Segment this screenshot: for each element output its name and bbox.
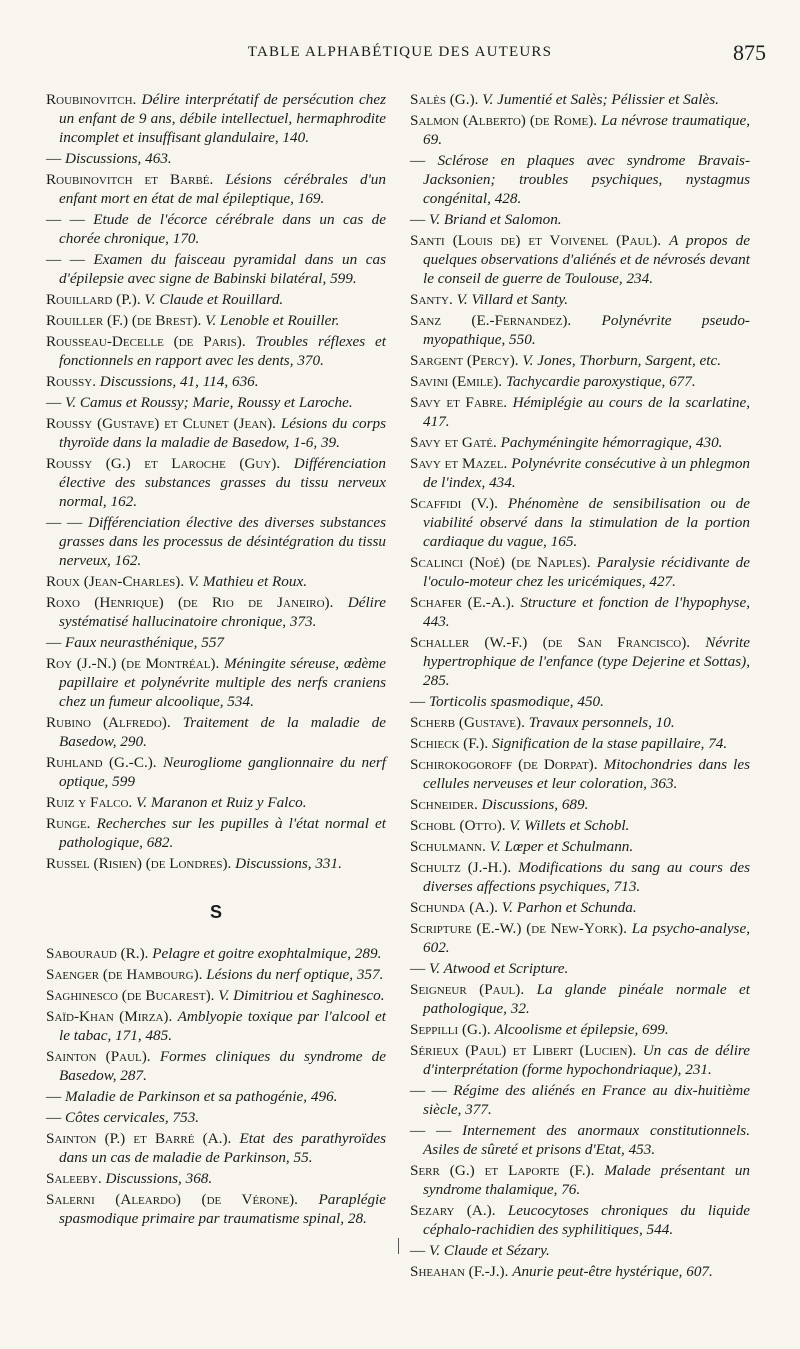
entry-text: V. Jumentié et Salès; Pélissier et Salès. (482, 91, 719, 108)
entry-text: Examen du faisceau pyramidal dans un cas d'épilepsie avec signe de Babinski bilatéral, 599. (59, 251, 386, 287)
entry-author: Roussy (Gustave) et Clunet (Jean). (46, 415, 276, 432)
entry-text: V. Claude et Rouillard. (144, 291, 284, 308)
entry-author: Rouiller (F.) (de Brest). (46, 312, 202, 329)
index-entry (46, 414, 386, 452)
entry-text: Alcoolisme et épilepsie, 699. (494, 1021, 669, 1038)
entry-text: V. Jones, Thorburn, Sargent, etc. (522, 352, 722, 369)
entry-text: Névrite hypertrophique de l'enfance (type Dejerine et Sottas), 285. (423, 634, 750, 689)
index-entry (410, 633, 750, 690)
index-entry (410, 593, 750, 631)
entry-author: Saleeby. (46, 1170, 102, 1187)
index-entry (46, 753, 386, 791)
entry-text: Délire systématisé hallucinatoire chronique, 373. (59, 594, 386, 630)
entry-text: Côtes cervicales, 753. (64, 1109, 200, 1126)
entry-text: V. Maranon et Ruiz y Falco. (135, 794, 307, 811)
entry-author: Roy (J.-N.) (de Montréal). (46, 655, 220, 672)
entry-author: — (46, 150, 65, 167)
index-entry (46, 372, 386, 391)
entry-text: Recherches sur les pupilles à l'état normal et pathologique, 682. (59, 815, 387, 851)
index-entry (410, 311, 750, 349)
index-entry (410, 351, 750, 370)
entry-author: Schafer (E.-A.). (410, 594, 515, 611)
entry-text: Différenciation élective des diverses substances grasses dans les processus de désintégration du tissu nerveux, 162. (59, 514, 386, 569)
index-entry (410, 210, 750, 229)
entry-author: — (46, 1109, 65, 1126)
entry-author: Sheahan (F.-J.). (410, 1263, 509, 1280)
entry-text: V. Claude et Sézary. (428, 1242, 550, 1259)
entry-text: V. Camus et Roussy; Marie, Roussy et Laroche. (64, 394, 353, 411)
entry-text: Structure et fonction de l'hypophyse, 443. (423, 594, 750, 630)
index-entry (410, 553, 750, 591)
entry-author: Rouillard (P.). (46, 291, 141, 308)
entry-text: Malade présentant un syndrome thalamique, 76. (423, 1162, 751, 1198)
index-entry (410, 393, 750, 431)
entry-text: Un cas de délire d'interprétation (forme hypochondriaque), 231. (423, 1042, 750, 1078)
entry-author: Schobl (Otto). (410, 817, 506, 834)
entry-text: Internement des anormaux constitutionnels. Asiles de sûreté et prisons d'Etat, 453. (423, 1122, 751, 1158)
entry-author: — (410, 960, 429, 977)
entry-author: Schultz (J.-H.). (410, 859, 512, 876)
entry-text: A propos de quelques observations d'aliénés et de névrosés devant le conseil de guerre de Toulouse, 234. (423, 232, 750, 287)
entry-author: Scaffidi (V.). (410, 495, 498, 512)
entry-text: Hémiplégie au cours de la scarlatine, 417. (423, 394, 750, 430)
entry-author: Saenger (de Hambourg). (46, 966, 203, 983)
index-entry (46, 965, 386, 984)
entry-text: Mitochondries dans les cellules nerveuses et leur coloration, 363. (423, 756, 751, 792)
index-entry (46, 1190, 386, 1228)
entry-text: Tachycardie paroxystique, 677. (505, 373, 696, 390)
entry-author: — (410, 1242, 429, 1259)
entry-text: Différenciation élective des substances grasses du tissu nerveux normal, 162. (59, 455, 386, 510)
entry-text: Formes cliniques du syndrome de Basedow, 287. (59, 1048, 387, 1084)
index-entry (410, 755, 750, 793)
entry-text: Etude de l'écorce cérébrale dans un cas de chorée chronique, 170. (59, 211, 386, 247)
entry-text: Paralysie récidivante de l'oculo-moteur chez les uricémiques, 427. (423, 554, 750, 590)
entry-text: Modifications du sang au cours des diverses affections psychiques, 713. (423, 859, 751, 895)
index-entry (46, 633, 386, 652)
entry-author: — (410, 152, 438, 169)
entry-author: Rousseau-Decelle (de Paris). (46, 333, 246, 350)
entry-author: Sérieux (Paul) et Libert (Lucien). (410, 1042, 637, 1059)
entry-author: Ruhland (G.-C.). (46, 754, 157, 771)
index-entry (410, 1081, 750, 1119)
entry-text: La psycho-analyse, 602. (423, 920, 751, 956)
index-entry (410, 433, 750, 452)
entry-author: Roussy (G.) et Laroche (Guy). (46, 455, 281, 472)
index-entry (46, 290, 386, 309)
index-entry (410, 290, 750, 309)
index-entry (46, 793, 386, 812)
entry-author: Roxo (Henrique) (de Rio de Janeiro). (46, 594, 334, 611)
entry-text: V. Lenoble et Rouiller. (205, 312, 340, 329)
entry-author: — (46, 634, 65, 651)
index-entry (410, 980, 750, 1018)
section-letter: S (209, 902, 222, 922)
entry-text: Discussions, 689. (481, 796, 589, 813)
entry-author: Roubinovitch. (46, 91, 137, 108)
index-entry (46, 944, 386, 963)
entry-text: Méningite séreuse, œdème papillaire et polynévrite multiple des nerfs craniens chez un fumeur alcoolique, 534. (59, 655, 386, 710)
column-divider (398, 1238, 399, 1254)
entry-author: Runge. (46, 815, 91, 832)
entry-text: V. Atwood et Scripture. (428, 960, 569, 977)
entry-text: Discussions, 463. (64, 150, 172, 167)
entry-author: — — (410, 1082, 454, 1099)
entry-author: — (46, 394, 65, 411)
index-entry (410, 372, 750, 391)
entry-text: Polynévrite pseudo-myopathique, 550. (423, 312, 750, 348)
index-entry (410, 795, 750, 814)
entry-author: Salerni (Aleardo) (de Vérone). (46, 1191, 298, 1208)
index-entry (46, 713, 386, 751)
entry-author: Savy et Fabre. (410, 394, 507, 411)
index-entry (46, 593, 386, 631)
entry-text: Travaux personnels, 10. (528, 714, 675, 731)
entry-author: Scripture (E.-W.) (de New-York). (410, 920, 627, 937)
index-entry (46, 210, 386, 248)
index-entry (410, 1020, 750, 1039)
index-entry (410, 454, 750, 492)
entry-text: La névrose traumatique, 69. (423, 112, 750, 148)
entry-author: Rubino (Alfredo). (46, 714, 171, 731)
index-entry (410, 1121, 750, 1159)
entry-text: Discussions, 41, 114, 636. (99, 373, 259, 390)
index-entry (46, 986, 386, 1005)
entry-text: Discussions, 368. (105, 1170, 213, 1187)
index-entry (410, 1262, 750, 1281)
index-entry (46, 332, 386, 370)
index-entry (410, 90, 750, 109)
index-entry (46, 149, 386, 168)
entry-author: Schneider. (410, 796, 478, 813)
entry-author: Roux (Jean-Charles). (46, 573, 185, 590)
entry-author: — (410, 211, 429, 228)
entry-text: V. Parhon et Schunda. (501, 899, 637, 916)
entry-text: Neurogliome ganglionnaire du nerf optique, 599 (59, 754, 386, 790)
entry-author: Sargent (Percy). (410, 352, 519, 369)
entry-author: Sabouraud (R.). (46, 945, 149, 962)
entry-author: Ruiz y Falco. (46, 794, 133, 811)
entry-text: V. Briand et Salomon. (428, 211, 562, 228)
entry-author: Schirokogoroff (de Dorpat). (410, 756, 598, 773)
index-entry (410, 1041, 750, 1079)
entry-text: Phénomène de sensibilisation ou de viabilité observé dans la stimulation de la portion cardiaque du vague, 165. (423, 495, 751, 550)
index-entry (46, 854, 386, 873)
entry-text: Paraplégie spasmodique primaire par traumatisme spinal, 28. (59, 1191, 386, 1227)
entry-author: — — (46, 211, 94, 228)
entry-text: Pelagre et goitre exophtalmique, 289. (152, 945, 382, 962)
entry-author: — (46, 1088, 65, 1105)
entry-text: Amblyopie toxique par l'alcool et le tabac, 171, 485. (59, 1008, 387, 1044)
entry-text: Faux neurasthénique, 557 (64, 634, 225, 651)
index-entry (410, 919, 750, 957)
index-entry (410, 692, 750, 711)
entry-text: Délire interprétatif de persécution chez un enfant de 9 ans, débile intellectuel, hermaphrodite incomplet et insuffisant glandulaire, 140. (59, 91, 386, 146)
entry-author: Scalinci (Noé) (de Naples). (410, 554, 591, 571)
entry-author: Schieck (F.). (410, 735, 489, 752)
entry-text: Etat des parathyroïdes dans un cas de maladie de Parkinson, 55. (59, 1130, 386, 1166)
entry-author: Schulmann. (410, 838, 486, 855)
index-entry (46, 1169, 386, 1188)
entry-author: — — (46, 514, 89, 531)
entry-author: Salès (G.). (410, 91, 479, 108)
entry-author: Seigneur (Paul). (410, 981, 525, 998)
entry-text: Troubles réflexes et fonctionnels en rapport avec les dents, 370. (59, 333, 386, 369)
index-entry (46, 90, 386, 147)
entry-author: Seppilli (G.). (410, 1021, 491, 1038)
entry-text: La glande pinéale normale et pathologique, 32. (423, 981, 750, 1017)
entry-text: V. Mathieu et Roux. (187, 573, 308, 590)
running-title: TABLE ALPHABÉTIQUE DES AUTEURS (247, 44, 553, 60)
entry-author: Saïd-Khan (Mirza). (46, 1008, 173, 1025)
index-entry (46, 454, 386, 511)
index-entry (46, 654, 386, 711)
index-entry (46, 393, 386, 412)
index-entry (46, 513, 386, 570)
entry-text: Discussions, 331. (235, 855, 342, 872)
entry-author: Santy. (410, 291, 453, 308)
entry-author: Santi (Louis de) et Voivenel (Paul). (410, 232, 662, 249)
index-entry (410, 494, 750, 551)
index-entry (46, 1007, 386, 1045)
left-column (46, 90, 386, 1230)
entry-author: Sezary (A.). (410, 1202, 496, 1219)
entry-text: Régime des aliénés en France au dix-huitième siècle, 377. (423, 1082, 751, 1118)
index-entry (410, 959, 750, 978)
entry-text: Sclérose en plaques avec syndrome Bravais-Jacksonien; troubles psychiques, nystagmus congénital, 428. (423, 152, 751, 207)
entry-text: Pachyméningite hémorragique, 430. (500, 434, 723, 451)
entry-author: Sainton (Paul). (46, 1048, 151, 1065)
entry-text: Signification de la stase papillaire, 74. (491, 735, 728, 752)
entry-author: — — (46, 251, 94, 268)
entry-text: Torticolis spasmodique, 450. (428, 693, 604, 710)
entry-text: Lésions cérébrales d'un enfant mort en état de mal épileptique, 169. (59, 171, 386, 207)
entry-author: Savy et Mazel. (410, 455, 508, 472)
entry-author: Salmon (Alberto) (de Rome). (410, 112, 598, 129)
entry-author: — — (410, 1122, 463, 1139)
entry-text: Traitement de la maladie de Basedow, 290. (59, 714, 387, 750)
index-entry (410, 898, 750, 917)
right-column (410, 90, 750, 1283)
entry-author: Schunda (A.). (410, 899, 498, 916)
index-entry (46, 1108, 386, 1127)
entry-author: Serr (G.) et Laporte (F.). (410, 1162, 595, 1179)
entry-author: Roussy. (46, 373, 96, 390)
entry-text: V. Dimitriou et Saghinesco. (218, 987, 385, 1004)
entry-author: Savini (Emile). (410, 373, 503, 390)
entry-text: Leucocytoses chroniques du liquide céphalo-rachidien des syphilitiques, 544. (423, 1202, 750, 1238)
entry-author: Russel (Risien) (de Londres). (46, 855, 232, 872)
index-entry (410, 1161, 750, 1199)
index-entry (410, 816, 750, 835)
entry-text: V. Willets et Schobl. (509, 817, 630, 834)
left-entries-s (46, 944, 386, 1228)
index-entry (46, 311, 386, 330)
index-entry (410, 151, 750, 208)
entry-author: Roubinovitch et Barbé. (46, 171, 214, 188)
index-entry (46, 572, 386, 591)
index-entry (410, 734, 750, 753)
entry-text: Lésions du nerf optique, 357. (206, 966, 384, 983)
index-entry (410, 837, 750, 856)
index-entry (410, 713, 750, 732)
entry-author: — (410, 693, 429, 710)
entry-author: Sainton (P.) et Barré (A.). (46, 1130, 232, 1147)
index-entry (46, 250, 386, 288)
entry-text: Anurie peut-être hystérique, 607. (512, 1263, 713, 1280)
index-entry (410, 1241, 750, 1260)
entry-author: Scherb (Gustave). (410, 714, 525, 731)
entry-author: Schaller (W.-F.) (de San Francisco). (410, 634, 691, 651)
left-entries (46, 90, 386, 873)
page-number: 875 (733, 40, 766, 65)
entry-text: Maladie de Parkinson et sa pathogénie, 496. (64, 1088, 338, 1105)
index-entry (410, 111, 750, 149)
right-entries (410, 90, 750, 1281)
entry-text: Lésions du corps thyroïde dans la maladie de Basedow, 1-6, 39. (59, 415, 386, 451)
entry-text: V. Lœper et Schulmann. (489, 838, 634, 855)
index-entry (46, 1087, 386, 1106)
entry-author: Saghinesco (de Bucarest). (46, 987, 215, 1004)
index-entry (410, 1201, 750, 1239)
entry-text: Polynévrite consécutive à un phlegmon de l'index, 434. (423, 455, 751, 491)
index-entry (46, 1047, 386, 1085)
index-entry (410, 858, 750, 896)
index-entry (46, 814, 386, 852)
entry-text: V. Villard et Santy. (456, 291, 569, 308)
entry-author: Savy et Gaté. (410, 434, 497, 451)
index-entry (46, 170, 386, 208)
index-entry (410, 231, 750, 288)
index-entry (46, 1129, 386, 1167)
entry-author: Sanz (E.-Fernandez). (410, 312, 572, 329)
